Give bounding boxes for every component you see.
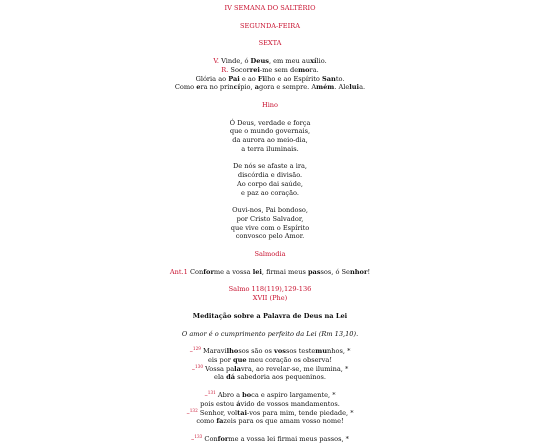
hymn-line: Ao corpo dai saúde, [236, 179, 304, 188]
verse-line [0, 435, 540, 444]
gloria-accent: Fi [257, 74, 266, 83]
verse-accent: fa [216, 417, 224, 426]
week-heading: IV SEMANA DO SALTÉRIO [224, 4, 316, 12]
response-accent: rei [249, 65, 260, 74]
epigraph-text: O amor é o cumprimento perfeito da Lei (Rm 13,10). [181, 329, 359, 338]
hymn-line: que vive com o Espírito [230, 223, 310, 232]
verse-text: ela [214, 373, 227, 382]
verse-dash: – [189, 347, 193, 356]
verse-number: 129 [192, 346, 201, 352]
verse-text: Con [202, 434, 218, 443]
antiphon-accent: nhor [349, 267, 368, 276]
verse-text: Senhor, vol [197, 408, 238, 417]
hymn-line: e paz ao coração. [240, 188, 300, 197]
antiphon-text: Con [187, 267, 204, 276]
verse-text: meu coração os observa! [246, 355, 332, 364]
antiphon-text: me a vossa [213, 267, 253, 276]
verse-line [0, 347, 540, 356]
verse-accent: que [232, 355, 247, 364]
versicle-mark: V. [213, 57, 220, 66]
hymn-line: discórdia e divisão. [237, 171, 303, 180]
antiphon-text: , firmai meus [261, 267, 308, 276]
gloria-accent: San [321, 74, 336, 83]
verse-text: -vos para mim, tende piedade, * [246, 408, 354, 417]
versicle-accent: Deus [250, 57, 269, 66]
verse-text: sabedoria aos pequeninos. [234, 373, 326, 382]
response-accent: mo [298, 65, 310, 74]
verse-number: 133 [194, 433, 203, 439]
meditation-title: Meditação sobre a Palavra de Deus na Lei [192, 311, 348, 320]
antiphon-text: sos, ó Se [320, 267, 350, 276]
hymn-line: da aurora ao meio-dia, [232, 136, 308, 145]
day-heading: SEGUNDA-FEIRA [240, 21, 300, 30]
hymn-line: convosco pelo Amor. [235, 232, 305, 241]
psalm-reference: Salmo 118(119),129-136 [228, 285, 312, 294]
verse-line [0, 400, 540, 409]
verse-accent: vos [273, 347, 286, 356]
como-text: gora e sempre. A [258, 83, 317, 92]
hour-heading: SEXTA [258, 39, 282, 48]
como-accent: a [254, 83, 259, 92]
verse-accent: mu [315, 347, 328, 356]
psalm-section: XVII (Phe) [252, 294, 288, 303]
opening-versicle [0, 57, 540, 92]
verse-text: Vossa pa [203, 364, 235, 373]
gloria-line [0, 75, 540, 84]
antiphon-accent: lei [252, 267, 262, 276]
como-accent: mém [316, 83, 335, 92]
response-text: -me sem de [259, 65, 299, 74]
verse-line [0, 409, 540, 418]
verse-line [0, 391, 540, 400]
verse-number: 130 [195, 363, 203, 369]
como-line [0, 83, 540, 92]
verse-text: nhos, * [327, 347, 351, 356]
verse-accent: lho [226, 347, 239, 356]
como-accent: e [196, 83, 201, 92]
versicle-accent: xí [310, 57, 317, 66]
antiphon-text: ! [367, 267, 371, 276]
verse-group [0, 347, 540, 382]
hymn-title: Hino [261, 100, 279, 109]
antiphon-accent: for [203, 267, 214, 276]
verse-text: Maravi [200, 347, 227, 356]
versicle-text: , em meu au [268, 57, 311, 66]
verse-dash: – [186, 408, 190, 417]
antiphon [0, 268, 540, 277]
verse-text: vido de vossos mandamentos. [240, 399, 340, 408]
gloria-text: lho e ao Espírito [265, 74, 322, 83]
verse-text: zeis para os que amam vosso nome! [223, 417, 344, 426]
verse-accent: dá [226, 373, 235, 382]
response-text: Socor [230, 65, 250, 74]
versicle-text: Vinde, ó [221, 57, 251, 66]
hymn-stanza [0, 119, 540, 154]
verse-text: me a vossa lei firmai meus passos, * [228, 434, 349, 443]
verse-group [0, 391, 540, 426]
verse-text: pois estou [200, 399, 237, 408]
hymn-line: De nós se afaste a ira, [232, 162, 307, 171]
verse-dash: – [204, 391, 208, 400]
epigraph [0, 330, 540, 339]
como-accent: cí [233, 83, 241, 92]
verse-line [0, 373, 540, 382]
verse-accent: á [236, 399, 241, 408]
como-text: pio, [240, 83, 255, 92]
hymn-line: a terra iluminais. [241, 144, 299, 153]
verse-text: ca e aspiro largamente, * [251, 391, 336, 400]
como-text: Como [174, 83, 197, 92]
versicle-text: lio. [316, 57, 327, 66]
response-mark: R. [221, 65, 229, 74]
antiphon-accent: pas [307, 267, 321, 276]
gloria-text: Glória ao [195, 74, 229, 83]
como-text: a. [359, 83, 366, 92]
como-accent: lui [349, 83, 360, 92]
verse-dash: – [191, 434, 195, 443]
liturgy-page [0, 4, 540, 444]
hymn-line: que o mundo governais, [229, 127, 311, 136]
verse-number: 132 [189, 407, 198, 413]
verse-line [0, 417, 540, 426]
response-text: ra. [309, 65, 319, 74]
hymn-stanza [0, 206, 540, 241]
versicle-line [0, 57, 540, 66]
hymn-stanza [0, 162, 540, 197]
verse-accent: bo [242, 391, 252, 400]
antiphon-label: Ant.1 [169, 267, 188, 276]
como-text: . Ale [334, 83, 350, 92]
verse-text: sos teste [285, 347, 316, 356]
verse-number: 131 [207, 390, 216, 396]
verse-text: sos são os [238, 347, 274, 356]
gloria-accent: Pai [228, 74, 240, 83]
verse-text: eis por [208, 355, 233, 364]
verse-text: como [196, 417, 217, 426]
verse-accent: for [217, 434, 229, 443]
verse-line [0, 356, 540, 365]
gloria-text: to. [335, 74, 345, 83]
gloria-text: e ao [239, 74, 258, 83]
como-text: ra no prin [200, 83, 234, 92]
verse-text: Abro a [215, 391, 243, 400]
response-line [0, 66, 540, 75]
hymn-line: por Cristo Salvador, [236, 214, 304, 223]
hymn-line: Ó Deus, verdade e força [229, 118, 311, 127]
psalmody-title: Salmodia [254, 250, 286, 259]
verse-text: vra, ao revelar-se, me ilumina, * [240, 364, 349, 373]
verse-line [0, 365, 540, 374]
verse-dash: – [191, 364, 195, 373]
verse-accent: tai [237, 408, 247, 417]
hymn-line: Ouvi-nos, Pai bondoso, [232, 206, 308, 215]
verse-accent: la [234, 364, 241, 373]
